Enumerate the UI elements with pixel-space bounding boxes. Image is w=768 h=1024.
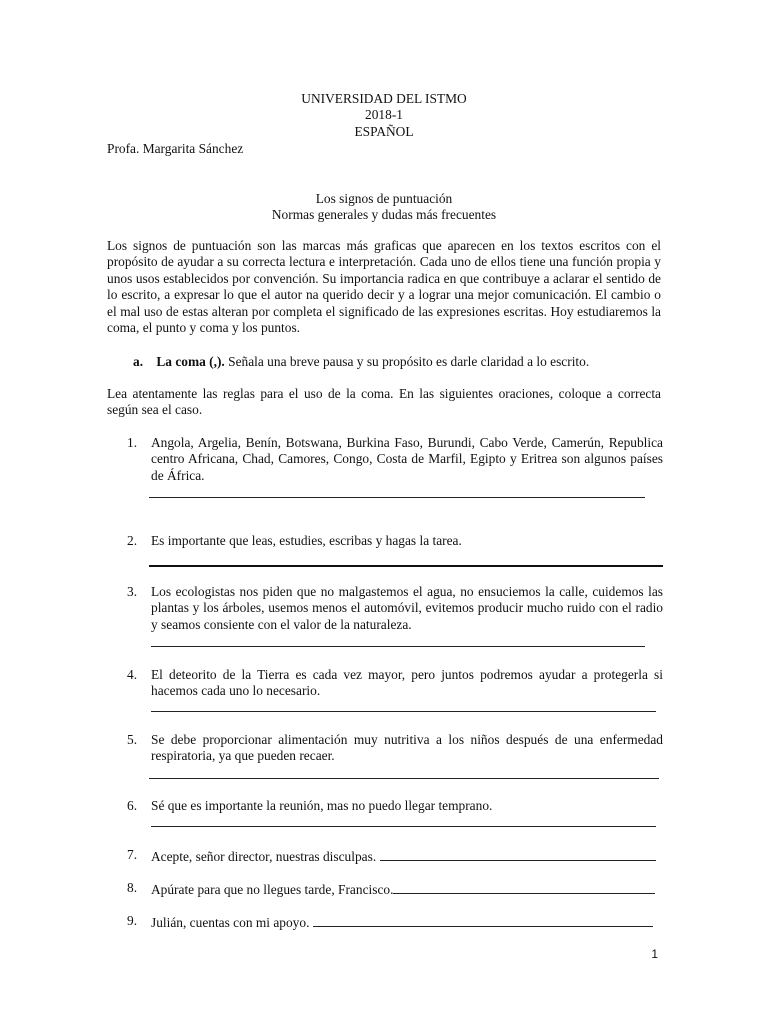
exercise-text: Acepte, señor director, nuestras disculpas. [151, 849, 377, 864]
answer-line[interactable] [151, 711, 656, 712]
exercise-item [127, 435, 663, 484]
exercise-text: Sé que es importante la reunión, mas no puedo llegar temprano. [151, 798, 493, 813]
answer-line[interactable] [149, 497, 645, 498]
term: 2018-1 [365, 107, 403, 123]
section-a-heading [133, 354, 663, 370]
section-a-title: La coma (,). [156, 354, 225, 369]
exercise-number: 6. [127, 798, 138, 813]
exercise-item [127, 880, 663, 898]
exercise-number: 1. [127, 435, 138, 450]
answer-line[interactable] [151, 826, 656, 827]
exercise-item [127, 533, 663, 549]
exercise-item [127, 798, 663, 814]
exercise-text: Julián, cuentas con mi apoyo. [151, 915, 310, 930]
exercise-item [127, 584, 663, 633]
exercise-text: Apúrate para que no llegues tarde, Francisco. [151, 882, 394, 897]
exercise-number: 5. [127, 732, 138, 747]
document-header [0, 91, 768, 140]
exercise-text-row [151, 913, 663, 931]
answer-line[interactable] [151, 646, 645, 647]
answer-line[interactable] [393, 880, 655, 894]
intro-paragraph [107, 238, 661, 336]
instructions: Lea atentamente las reglas para el uso de la coma. En las siguientes oraciones, coloque a correcta según sea el caso. [107, 386, 661, 418]
exercise-text-row [151, 880, 663, 898]
exercise-text: Los ecologistas nos piden que no malgastemos el agua, no ensuciemos la calle, cuidemos las plantas y los árboles, usemos menos el automóvil, evitemos producir mucho ruido con el radio y seamos consiente con el valor de la naturaleza. [151, 584, 663, 632]
exercise-number: 2. [127, 533, 138, 548]
professor-name: Profa. Margarita Sánchez [107, 141, 244, 156]
exercise-text-row [151, 847, 663, 865]
subject: ESPAÑOL [354, 123, 414, 139]
exercise-text: Angola, Argelia, Benín, Botswana, Burkina Faso, Burundi, Cabo Verde, Camerún, Republica centro Africana, Chad, Camores, Congo, Costa de Marfil, Egipto y Eritrea son algunos países de África. [151, 435, 663, 483]
exercise-number: 8. [127, 880, 138, 895]
exercise-text: Es importante que leas, estudies, escribas y hagas la tarea. [151, 533, 462, 548]
intro-text: Los signos de puntuación son las marcas más graficas que aparecen en los textos escritos con el propósito de ayudar a su correcta lectura e interpretación. Cada uno de ellos tiene una función propia y unos usos establecidos por convención. Su importancia radica en que contribuye a aclarar el sentido de lo escrito, a expresar lo que el autor na querido decir y a lograr una mejor comunicación. El cambio o el mal uso de estas alteran por completa el significado de las expresiones escritas. Hoy estudiaremos la coma, el punto y coma y los puntos. [107, 238, 661, 336]
answer-line[interactable] [313, 913, 653, 927]
section-a-label: a. [133, 354, 144, 369]
exercise-item [127, 913, 663, 931]
subtitle: Normas generales y dudas más frecuentes [271, 207, 497, 223]
exercise-item [127, 667, 663, 700]
answer-line[interactable] [149, 778, 659, 779]
university-name: UNIVERSIDAD DEL ISTMO [301, 91, 467, 106]
exercise-text: Se debe proporcionar alimentación muy nutritiva a los niños después de una enfermedad respiratoria, ya que pueden recaer. [151, 732, 663, 764]
exercise-item [127, 847, 663, 865]
page-number: 1 [651, 947, 658, 961]
exercise-text: El deteorito de la Tierra es cada vez mayor, pero juntos podremos ayudar a protegerla si hacemos cada uno lo necesario. [151, 667, 663, 699]
exercise-number: 3. [127, 584, 138, 599]
exercise-number: 9. [127, 913, 138, 928]
answer-line[interactable] [380, 847, 656, 861]
exercise-item [127, 732, 663, 765]
main-title: Los signos de puntuación [315, 191, 453, 206]
document-titles [0, 191, 768, 224]
exercise-number: 7. [127, 847, 138, 862]
section-a-text: Señala una breve pausa y su propósito es darle claridad a lo escrito. [224, 354, 590, 369]
answer-line[interactable] [149, 565, 663, 567]
exercise-number: 4. [127, 667, 138, 682]
